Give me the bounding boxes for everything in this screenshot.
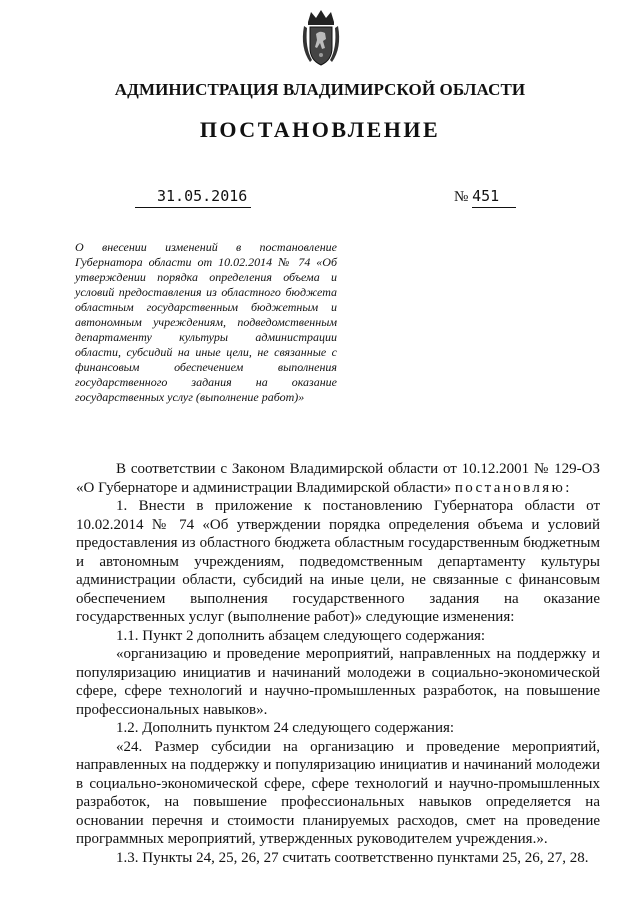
coat-of-arms-emblem [298,8,344,68]
document-body [76,460,600,867]
resolve-word: постановляю: [454,479,572,496]
document-number [454,187,516,208]
document-subject: О внесении изменений в постановление Губернатора области от 10.02.2014 № 74 «Об утверждении порядка определения объема и условий предоставления из областного бюджета областным государственным бюджетным и автономным учреждениям, подведомственным департаменту культуры администрации области, субсидий на иные цели, не связанные с финансовым обеспечением выполнения государственного задания на оказание государственных услуг (выполнение работ)» [75,240,337,404]
number-label: № [454,189,469,205]
organization-name: АДМИНИСТРАЦИЯ ВЛАДИМИРСКОЙ ОБЛАСТИ [114,80,526,99]
document-type-title: ПОСТАНОВЛЕНИЕ [199,117,441,142]
clause-1-2-quote: «24. Размер субсидии на организацию и проведение мероприятий, направленных на поддержку и популяризацию инициатив и начинаний молодежи в социально-экономической сфере, сфере технологий и научно-промышленных разработок, на повышение профессиональных навыков определяется на основании перечня и стоимости планируемых расходов, смет на проведение программных мероприятий, утвержденных руководителем учреждения.». [76,738,600,847]
clause-1-2: 1.2. Дополнить пунктом 24 следующего содержания: [116,720,455,736]
number-value: 451 [472,187,516,208]
clause-1: 1. Внести в приложение к постановлению Губернатора области от 10.02.2014 № 74 «Об утверждении порядка определения объема и условий предоставления из областного бюджета областным государственным бюджетным и автономным учреждениям, подведомственным департаменту культуры администрации области, субсидий на иные цели, не связанные с финансовым обеспечением выполнения государственного задания на оказание государственных услуг (выполнение работ)» следующие изменения: [76,498,600,625]
clause-1-1: 1.1. Пункт 2 дополнить абзацем следующего содержания: [116,627,486,644]
clause-1-3: 1.3. Пункты 24, 25, 26, 27 считать соответственно пунктами 25, 26, 27, 28. [116,849,589,866]
intro-paragraph [76,460,600,497]
clause-1-1-quote: «организацию и проведение мероприятий, направленных на поддержку и популяризацию инициатив и начинаний молодежи в социально-экономической сфере, сфере технологий и научно-промышленных разработок, на повышение профессиональных навыков». [76,646,600,718]
intro-text: В соответствии с Законом Владимирской области от 10.12.2001 № 129-ОЗ «О Губернаторе и администрации Владимирской области» [76,461,600,496]
document-date: 31.05.2016 [135,187,251,208]
